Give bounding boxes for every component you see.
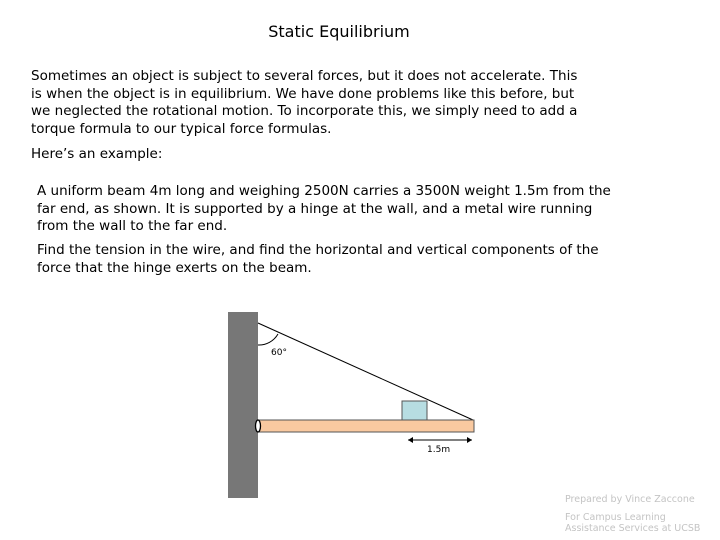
hanging-weight	[402, 401, 427, 420]
wall	[228, 312, 258, 498]
angle-arc	[258, 334, 278, 345]
credit-org	[565, 512, 700, 534]
credit-org-line2: Assistance Services at UCSB	[565, 523, 701, 534]
beam	[258, 420, 474, 432]
slide-title: Static Equilibrium	[268, 22, 410, 41]
problem-question: Find the tension in the wire, and find the horizontal and vertical components of the force that the hinge exerts on the beam.	[37, 242, 599, 276]
distance-label: 1.5m	[427, 445, 451, 455]
credit-org-line1: For Campus Learning	[565, 512, 666, 523]
hinge-icon	[256, 420, 261, 432]
intro-paragraph: Sometimes an object is subject to several forces, but it does not accelerate. This is when the object is in equilibrium. We have done problems like this before, but we neglected the rotational motion. To incorporate this, we simply need to add a torque formula to our typical force formulas.	[31, 68, 578, 137]
support-wire	[258, 323, 473, 420]
example-lead: Here’s an example:	[31, 146, 163, 162]
angle-label: 60°	[271, 348, 287, 358]
problem-statement: A uniform beam 4m long and weighing 2500N carries a 3500N weight 1.5m from the far end, as shown. It is supported by a hinge at the wall, and a metal wire running from the wall to the far end.	[37, 183, 611, 234]
arrowhead-left	[408, 437, 413, 443]
credit-author: Prepared by Vince Zaccone	[565, 494, 695, 505]
arrowhead-right	[467, 437, 472, 443]
